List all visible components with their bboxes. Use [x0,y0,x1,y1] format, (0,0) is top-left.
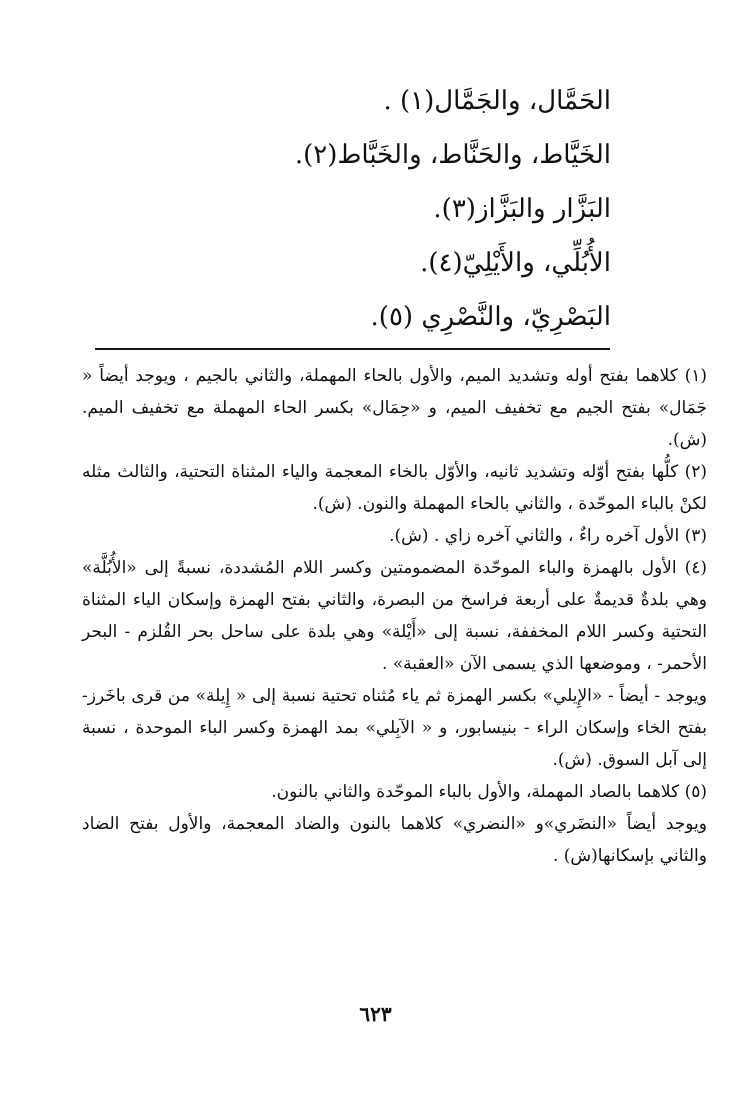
entry-line: البَزَّار والبَزَّاز(٣). [433,194,611,224]
page-number: ٦٢٣ [359,1002,392,1026]
entry-line: الأُبُلِّي، والأَيْلِيّ(٤). [420,248,611,278]
entry-line: البَصْرِيّ، والنَّصْرِي (٥). [370,302,611,332]
footnote-divider [95,348,610,350]
footnote-5-continuation: ويوجد أيضاً «النضَري»و «النضري» كلاهما بالنون والضاد المعجمة، والأول بفتح الضاد والثاني بإسكانها(ش) . [82,814,707,866]
footnote-1: (١) كلاهما بفتح أوله وتشديد الميم، والأول بالحاء المهملة، والثاني بالجيم ، ويوجد أيضاً « جَمَال» بفتح الجيم مع تخفيف الميم، و «حِمَال» بكسر الحاء المهملة مع تخفيف الميم. (ش). [82,366,707,450]
entry-list [91,74,611,344]
footnotes [82,360,707,872]
footnote-2: (٢) كلُّها بفتح أوّله وتشديد ثانيه، والأوّل بالخاء المعجمة والياء المثناة التحتية، والثالث مثله لكنْ بالباء الموحّدة ، والثاني بالحاء المهملة والنون. (ش). [82,462,707,514]
entry-line: الخَيَّاط، والحَنَّاط، والخَبَّاط(٢). [294,140,611,170]
footnote-3: (٣) الأول آخره راءٌ ، والثاني آخره زاي . (ش). [389,526,707,546]
entry-line: الحَمَّال، والجَمَّال(١) . [383,86,611,116]
footnote-5: (٥) كلاهما بالصاد المهملة، والأول بالباء الموحّدة والثاني بالنون. [271,782,707,802]
footnote-4: (٤) الأول بالهمزة والباء الموحّدة المضمومتين وكسر اللام المُشددة، نسبةً إلى «الأُبُلَّة» وهي بلدةٌ قديمةٌ على أربعة فراسخ من البصرة، والثاني بفتح الهمزة وإسكان الياء المثناة التحتية وكسر اللام المخففة، نسبة إلى «أَيْلة» وهي بلدة على ساحل بحر القُلزم - البحر الأحمر- ، وموضعها الذي يسمى الآن «العقبة» . [82,558,707,674]
footnote-4-continuation: ويوجد - أيضاً - «الإِيلي» بكسر الهمزة ثم ياء مُثناه تحتية نسبة إلى « إِيلة» من قرى باخَرز- بفتح الخاء وإسكان الراء - بنيسابور، و « الآبِلي» بمد الهمزة وكسر الباء الموحدة ، نسبة إلى آبل السوق. (ش). [82,686,707,770]
